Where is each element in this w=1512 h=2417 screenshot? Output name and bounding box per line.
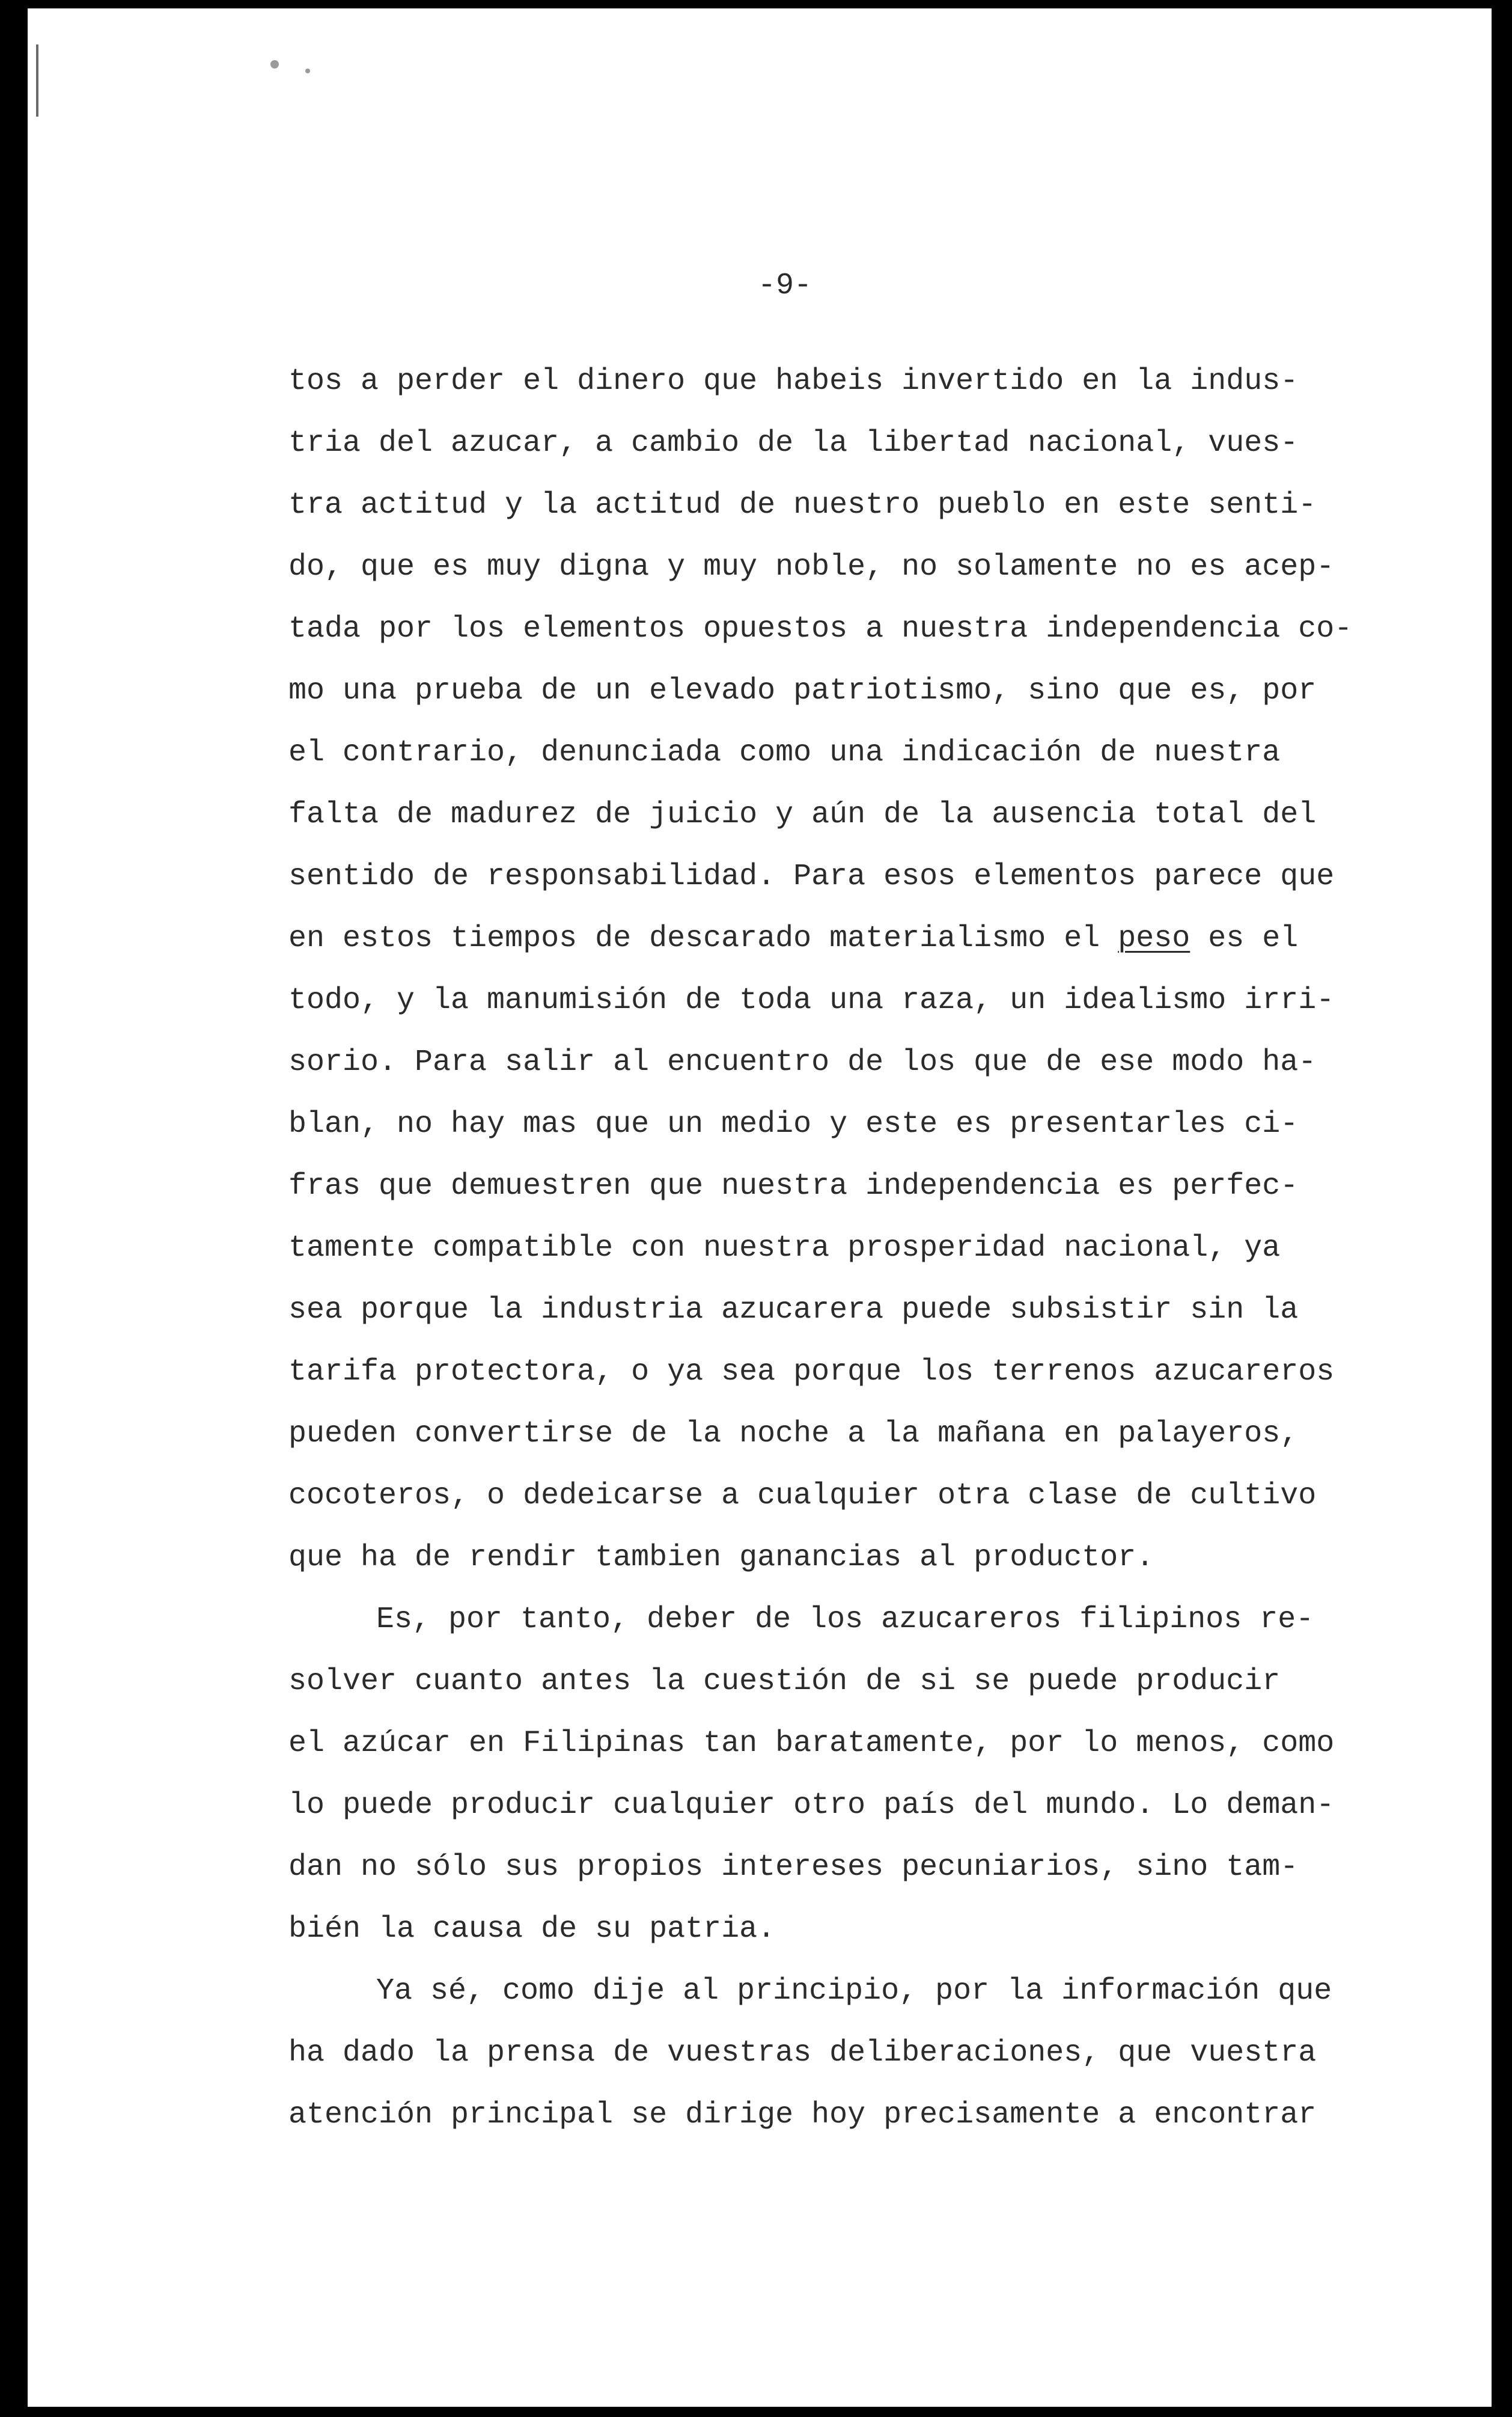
text-line: tos a perder el dinero que habeis invertido en la indus- (288, 364, 1299, 399)
text-line: el contrario, denunciada como una indicación de nuestra (288, 736, 1281, 770)
text-line: tada por los elementos opuestos a nuestra independencia co- (288, 612, 1353, 646)
page-number: -9- (757, 269, 812, 303)
text-line: tra actitud y la actitud de nuestro pueblo en este senti- (288, 488, 1317, 522)
paragraph-first-line: Es, por tanto, deber de los azucareros filipinos re- (376, 1603, 1314, 1637)
text-line: cocoteros, o dedeicarse a cualquier otra clase de cultivo (288, 1479, 1317, 1513)
text-line: atención principal se dirige hoy precisamente a encontrar (288, 2098, 1317, 2132)
text-line: ha dado la prensa de vuestras deliberaciones, que vuestra (288, 2036, 1317, 2070)
text-line: mo una prueba de un elevado patriotismo, sino que es, por (288, 674, 1317, 708)
text-line-with-underline (288, 920, 1370, 958)
text-line: do, que es muy digna y muy noble, no solamente no es acep- (288, 550, 1335, 584)
text-line: el azúcar en Filipinas tan baratamente, por lo menos, como (288, 1726, 1335, 1761)
text-line: pueden convertirse de la noche a la mañana en palayeros, (288, 1417, 1299, 1451)
text-line: bién la causa de su patria. (288, 1912, 776, 1946)
body-text (28, 8, 1492, 2407)
document-page (28, 8, 1492, 2407)
line-text: en estos tiempos de descarado materialismo el (288, 921, 1100, 956)
text-line: solver cuanto antes la cuestión de si se puede producir (288, 1664, 1281, 1699)
paragraph-first-line: Ya sé, como dije al principio, por la información que (376, 1974, 1332, 2008)
text-line: sea porque la industria azucarera puede subsistir sin la (288, 1293, 1299, 1327)
underlined-word: peso (1118, 921, 1190, 956)
text-line: sorio. Para salir al encuentro de los que de ese modo ha- (288, 1045, 1317, 1080)
text-line: falta de madurez de juicio y aún de la ausencia total del (288, 798, 1317, 832)
text-line: lo puede producir cualquier otro país del mundo. Lo deman- (288, 1788, 1335, 1823)
text-line: todo, y la manumisión de toda una raza, un idealismo irri- (288, 983, 1335, 1018)
text-line: sentido de responsabilidad. Para esos elementos parece que (288, 860, 1335, 894)
text-line: tria del azucar, a cambio de la libertad nacional, vues- (288, 426, 1299, 460)
text-line: fras que demuestren que nuestra independencia es perfec- (288, 1169, 1299, 1203)
text-line: blan, no hay mas que un medio y este es presentarles ci- (288, 1107, 1299, 1141)
text-line: que ha de rendir tambien ganancias al productor. (288, 1541, 1154, 1575)
text-line: tarifa protectora, o ya sea porque los terrenos azucareros (288, 1355, 1335, 1389)
text-line: tamente compatible con nuestra prosperidad nacional, ya (288, 1231, 1281, 1265)
line-text-tail: es el (1190, 921, 1299, 956)
text-line: dan no sólo sus propios intereses pecuniarios, sino tam- (288, 1850, 1299, 1884)
